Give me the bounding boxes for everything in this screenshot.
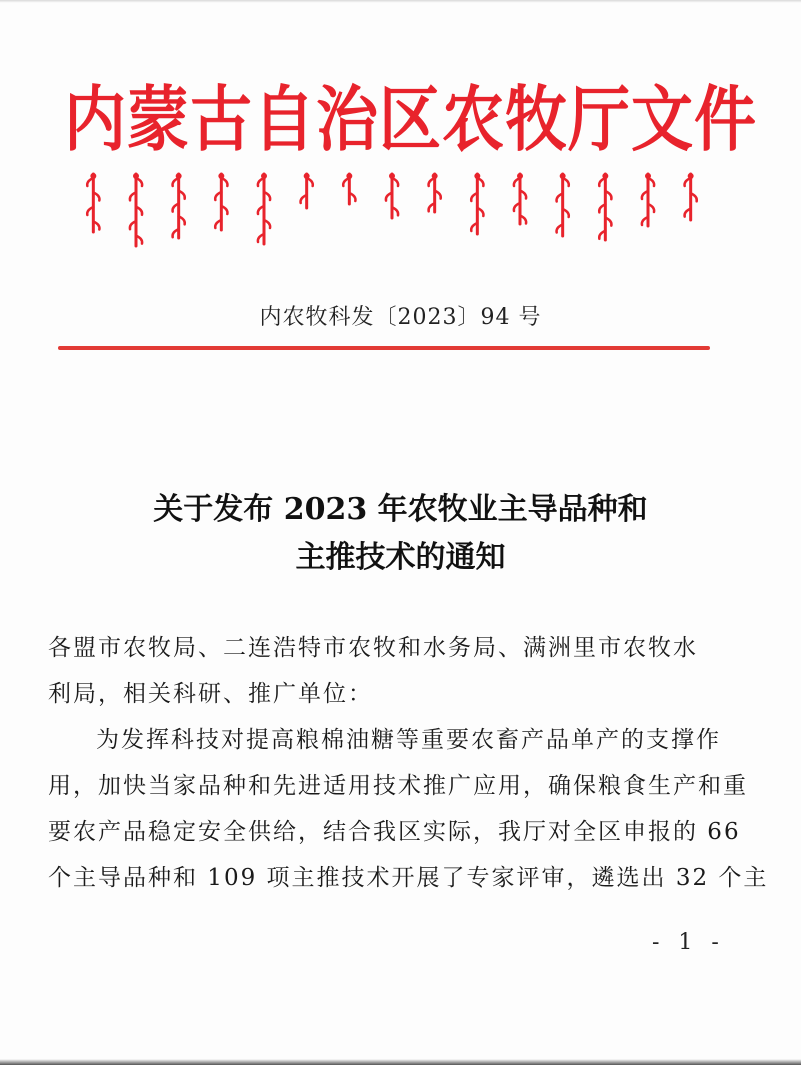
- mongolian-glyph-column: [386, 173, 398, 218]
- paragraph-line-3: 要农产品稳定安全供给，结合我区实际，我厅对全区申报的 66: [48, 819, 741, 845]
- mongolian-glyph-column: [343, 173, 355, 204]
- mongolian-glyph-column: [557, 173, 569, 236]
- page-number: - 1 -: [652, 930, 725, 955]
- page-top-edge: [0, 0, 801, 3]
- notice-title-line-2: 主推技术的通知: [295, 540, 506, 575]
- page-bottom-edge: [0, 1059, 801, 1065]
- mongolian-glyph-column: [514, 173, 526, 224]
- paragraph-line-1: 为发挥科技对提高粮棉油糖等重要农畜产品单产的支撑作: [96, 727, 721, 753]
- mongolian-glyph-column: [599, 173, 611, 240]
- notice-body: [48, 625, 769, 901]
- document-number: 内农牧科发〔2023〕94 号: [259, 305, 542, 330]
- addressee-line-1: 各盟市农牧局、二连浩特市农牧和水务局、满洲里市农牧水: [48, 635, 698, 661]
- red-divider-line: [58, 346, 710, 350]
- mongolian-glyph-column: [215, 173, 227, 230]
- addressee-line-2: 利局，相关科研、推广单位：: [48, 681, 373, 707]
- mongolian-glyph-column: [130, 173, 142, 246]
- mongolian-script-graphic: [72, 168, 712, 248]
- mongolian-glyph-column: [87, 173, 99, 232]
- mongolian-glyph-column: [471, 173, 483, 234]
- mongolian-glyph-column: [258, 173, 270, 244]
- mongolian-script-title: [72, 168, 712, 248]
- agency-masthead: 内蒙古自治区农牧厅文件: [64, 77, 758, 162]
- mongolian-glyph-column: [642, 173, 654, 226]
- notice-title: [0, 486, 801, 582]
- mongolian-glyph-column: [429, 173, 441, 212]
- mongolian-glyph-column: [173, 173, 185, 238]
- mongolian-glyph-column: [301, 173, 313, 208]
- notice-title-line-1: 关于发布 2023 年农牧业主导品种和: [153, 492, 648, 527]
- paragraph-line-2: 用，加快当家品种和先进适用技术推广应用，确保粮食生产和重: [48, 773, 748, 799]
- mongolian-glyph-column: [685, 173, 697, 220]
- paragraph-line-4: 个主导品种和 109 项主推技术开展了专家评审，遴选出 32 个主: [48, 865, 769, 891]
